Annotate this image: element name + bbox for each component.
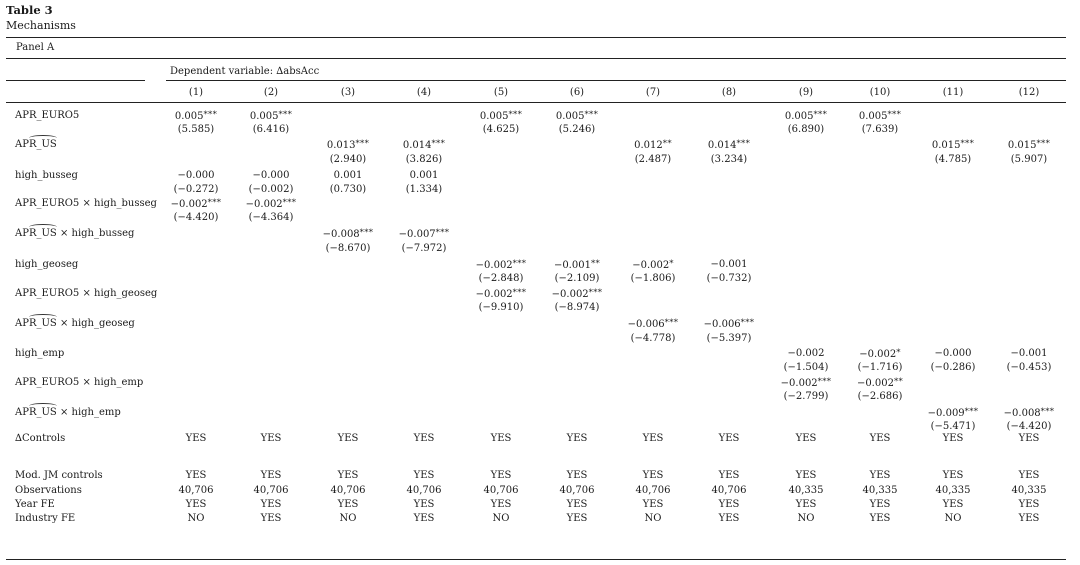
control-value: YES [942,499,964,510]
control-value: YES [869,513,891,524]
control-value: YES [718,499,740,510]
control-value: YES [869,499,891,510]
control-value: NO [644,513,662,524]
row-label [15,318,135,329]
t-statistic: (0.730) [329,184,367,195]
coefficient [708,139,750,151]
coefficient-value: 0.005 [174,111,204,122]
t-statistic: (−2.686) [857,391,903,402]
coefficient [554,259,600,271]
table-subtitle: Mechanisms [6,19,76,32]
column-header: (7) [645,87,661,98]
control-value: YES [1018,499,1040,510]
t-statistic: (5.585) [177,124,215,135]
rule-stub [6,80,145,81]
control-value: 40,706 [635,485,671,496]
coefficient [403,139,445,151]
coefficient-value: 0.012 [634,140,663,151]
control-value: YES [260,433,282,444]
control-value: YES [869,433,891,444]
coefficient-value: −0.002 [859,349,897,360]
significance-stars: *** [508,110,523,120]
coefficient-value: −0.002 [632,260,670,271]
coefficient [632,259,674,271]
t-statistic: (−0.002) [248,184,294,195]
control-value: YES [413,433,435,444]
t-statistic: (−0.286) [930,362,976,373]
significance-stars: *** [588,288,603,298]
control-value: YES [413,499,435,510]
coefficient [710,259,747,270]
row-label-text: high_busseg [15,170,78,181]
control-value: 40,335 [862,485,898,496]
control-row-label: ∆Controls [15,433,66,444]
coefficient [334,170,363,181]
coefficient [1008,139,1050,151]
control-value: YES [1018,433,1040,444]
row-label-suffix: × high_busseg [56,228,135,239]
control-value: YES [642,499,664,510]
control-value: YES [490,433,512,444]
t-statistic: (−1.806) [630,273,676,284]
row-label-text: AP [15,139,29,150]
column-header: (4) [416,87,432,98]
t-statistic: (−8.974) [554,302,600,313]
coefficient [323,228,374,240]
t-statistic: (2.940) [329,154,367,165]
coefficient [704,318,755,330]
coefficient [1010,348,1047,359]
coefficient-value: −0.002 [475,260,513,271]
control-value: 40,706 [330,485,366,496]
significance-stars: *** [512,259,527,269]
row-label-text: APR_EURO5 × high_geoseg [15,288,158,299]
t-statistic: (−0.272) [173,184,219,195]
t-statistic: (−1.716) [857,362,903,373]
coefficient-value: 0.005 [784,111,814,122]
coefficient [410,170,439,181]
control-value: YES [260,499,282,510]
control-row-label: Year FE [15,499,55,510]
control-value: YES [718,433,740,444]
t-statistic: (−5.471) [930,421,976,432]
rule-bottom [6,559,1066,560]
row-label [15,288,157,299]
significance-stars: *** [282,198,297,208]
row-label-hat-text: R_US [28,139,57,150]
coefficient-value: −0.002 [780,378,818,389]
row-label [15,259,78,270]
t-statistic: (−0.453) [1006,362,1052,373]
coefficient [327,139,369,151]
coefficient-value: −0.002 [856,378,894,389]
significance-stars: *** [431,139,446,149]
control-value: 40,335 [935,485,971,496]
t-statistic: (−2.848) [478,273,524,284]
significance-stars: *** [1036,139,1051,149]
control-value: YES [337,433,359,444]
control-value: YES [718,470,740,481]
coefficient [552,288,603,300]
coefficient-value: −0.006 [703,319,741,330]
coefficient-value: −0.002 [170,199,208,210]
t-statistic: (6.890) [787,124,825,135]
row-label [15,198,157,209]
t-statistic: (−4.364) [248,212,294,223]
t-statistic: (−1.504) [783,362,829,373]
control-value: NO [944,513,962,524]
row-label-text: high_geoseg [15,259,79,270]
coefficient-value: −0.007 [398,229,436,240]
t-statistic: (−4.420) [173,212,219,223]
significance-stars: *** [664,318,679,328]
t-statistic: (−8.670) [325,243,371,254]
control-value: YES [566,433,588,444]
control-value: 40,706 [253,485,289,496]
control-value: YES [566,513,588,524]
t-statistic: (5.246) [558,124,596,135]
column-header: (10) [869,87,891,98]
control-value: YES [942,433,964,444]
control-value: 40,706 [483,485,519,496]
significance-stars: *** [960,139,975,149]
row-label-text: APR_EURO5 [15,110,80,121]
coefficient [252,170,289,181]
row-label-suffix: × high_emp [56,407,121,418]
coefficient-value: −0.001 [710,259,748,270]
column-header: (11) [942,87,964,98]
row-label-text: AP [15,407,29,418]
significance-stars: *** [203,110,218,120]
control-value: YES [185,499,207,510]
coefficient [171,198,222,210]
control-value: 40,706 [559,485,595,496]
t-statistic: (−0.732) [706,273,752,284]
significance-stars: *** [512,288,527,298]
coefficient [250,110,292,122]
control-value: YES [490,470,512,481]
coefficient [857,377,903,389]
coefficient [476,288,527,300]
control-value: YES [795,470,817,481]
t-statistic: (−7.972) [401,243,447,254]
control-value: YES [337,499,359,510]
row-label [15,228,134,239]
control-row-label: Mod. JM controls [15,470,103,481]
column-header: (12) [1018,87,1040,98]
row-label-hat-text: R_US [28,318,57,329]
coefficient [932,139,974,151]
significance-stars: *** [207,198,222,208]
coefficient-value: 0.015 [1007,140,1037,151]
t-statistic: (3.234) [710,154,748,165]
panel-label: Panel A [16,42,55,53]
column-header: (8) [721,87,737,98]
rule-dep [166,80,1066,81]
coefficient-value: −0.001 [1010,348,1048,359]
significance-stars: *** [355,139,370,149]
coefficient-value: −0.000 [252,170,290,181]
coefficient-value: −0.008 [1003,408,1041,419]
t-statistic: (4.785) [934,154,972,165]
significance-stars: *** [359,228,374,238]
t-statistic: (−4.778) [630,333,676,344]
coefficient-value: 0.005 [479,111,509,122]
coefficient-value: 0.014 [707,140,737,151]
coefficient-value: −0.000 [177,170,215,181]
control-value: YES [795,499,817,510]
coefficient-value: −0.006 [627,319,665,330]
coefficient-value: 0.001 [333,170,363,181]
t-statistic: (−4.420) [1006,421,1052,432]
control-value: YES [642,470,664,481]
coefficient-value: −0.008 [322,229,360,240]
row-label [15,170,78,181]
rule-panel [6,58,1066,59]
control-value: YES [795,433,817,444]
coefficient [246,198,297,210]
control-value: NO [492,513,510,524]
coefficient-value: 0.013 [326,140,356,151]
control-value: 40,335 [1011,485,1047,496]
coefficient-value: 0.014 [402,140,432,151]
control-value: NO [797,513,815,524]
column-header: (2) [263,87,279,98]
control-value: YES [1018,470,1040,481]
row-label-text: APR_EURO5 × high_busseg [15,198,157,209]
coefficient-value: 0.005 [858,111,888,122]
t-statistic: (2.487) [634,154,672,165]
significance-stars: ** [662,139,672,149]
control-row-label: Observations [15,485,82,496]
coefficient [1004,407,1055,419]
row-label [15,348,64,359]
coefficient-value: −0.002 [787,348,825,359]
coefficient-value: −0.002 [551,289,589,300]
coefficient [787,348,824,359]
t-statistic: (5.907) [1010,154,1048,165]
significance-stars: *** [964,407,979,417]
coefficient-value: 0.001 [409,170,439,181]
coefficient-value: −0.000 [934,348,972,359]
row-label [15,407,121,418]
row-label-suffix: × high_geoseg [56,318,135,329]
significance-stars: *** [736,139,751,149]
control-value: YES [185,433,207,444]
coefficient [928,407,979,419]
row-label-text: APR_EURO5 × high_emp [15,377,144,388]
significance-stars: * [896,348,901,358]
t-statistic: (−5.397) [706,333,752,344]
significance-stars: *** [817,377,832,387]
control-value: YES [718,513,740,524]
t-statistic: (−2.109) [554,273,600,284]
row-label-hat-text: R_US [28,228,57,239]
coefficient [177,170,214,181]
rule-top [6,37,1066,38]
coefficient [480,110,522,122]
control-value: 40,706 [178,485,214,496]
t-statistic: (7.639) [861,124,899,135]
row-label [15,377,143,388]
significance-stars: *** [278,110,293,120]
t-statistic: (6.416) [252,124,290,135]
coefficient [785,110,827,122]
row-label [15,139,57,150]
coefficient [781,377,832,389]
control-value: YES [413,470,435,481]
column-header: (3) [340,87,356,98]
control-value: YES [566,470,588,481]
column-header: (1) [188,87,204,98]
coefficient-value: −0.002 [245,199,283,210]
coefficient [859,110,901,122]
t-statistic: (−9.910) [478,302,524,313]
control-value: YES [1018,513,1040,524]
control-value: YES [942,470,964,481]
control-value: YES [185,470,207,481]
coefficient-value: −0.001 [553,260,591,271]
row-label [15,110,79,121]
column-header: (9) [798,87,814,98]
row-label-text: AP [15,228,29,239]
coefficient-value: 0.005 [555,111,585,122]
t-statistic: (4.625) [482,124,520,135]
control-value: YES [413,513,435,524]
control-value: 40,335 [788,485,824,496]
control-value: YES [642,433,664,444]
dependent-variable-label: Dependent variable: ∆absAcc [170,66,320,77]
t-statistic: (−2.799) [783,391,829,402]
coefficient [399,228,450,240]
coefficient-value: −0.009 [927,408,965,419]
row-label-text: high_emp [15,348,65,359]
significance-stars: *** [435,228,450,238]
significance-stars: *** [1040,407,1055,417]
control-value: NO [339,513,357,524]
control-value: 40,706 [406,485,442,496]
control-value: 40,706 [711,485,747,496]
control-value: YES [260,470,282,481]
column-header: (5) [493,87,509,98]
coefficient [934,348,971,359]
control-value: YES [490,499,512,510]
coefficient [634,139,672,151]
t-statistic: (1.334) [405,184,443,195]
control-row-label: Industry FE [15,513,76,524]
coefficient [859,348,901,360]
control-value: YES [337,470,359,481]
significance-stars: ** [590,259,601,269]
row-label-text: AP [15,318,29,329]
control-value: YES [566,499,588,510]
control-value: YES [260,513,282,524]
control-value: YES [869,470,891,481]
row-label-hat-text: R_US [28,407,57,418]
significance-stars: *** [887,110,902,120]
coefficient-value: 0.015 [931,140,961,151]
coefficient [175,110,217,122]
control-value: NO [187,513,205,524]
table-title: Table 3 [6,3,53,17]
rule-header [6,102,1066,103]
significance-stars: *** [584,110,599,120]
significance-stars: * [669,259,674,269]
coefficient-value: 0.005 [249,111,279,122]
coefficient-value: −0.002 [475,289,513,300]
column-header: (6) [569,87,585,98]
t-statistic: (3.826) [405,154,443,165]
coefficient [476,259,527,271]
significance-stars: ** [893,377,904,387]
significance-stars: *** [813,110,828,120]
significance-stars: *** [740,318,755,328]
coefficient [556,110,598,122]
coefficient [628,318,679,330]
